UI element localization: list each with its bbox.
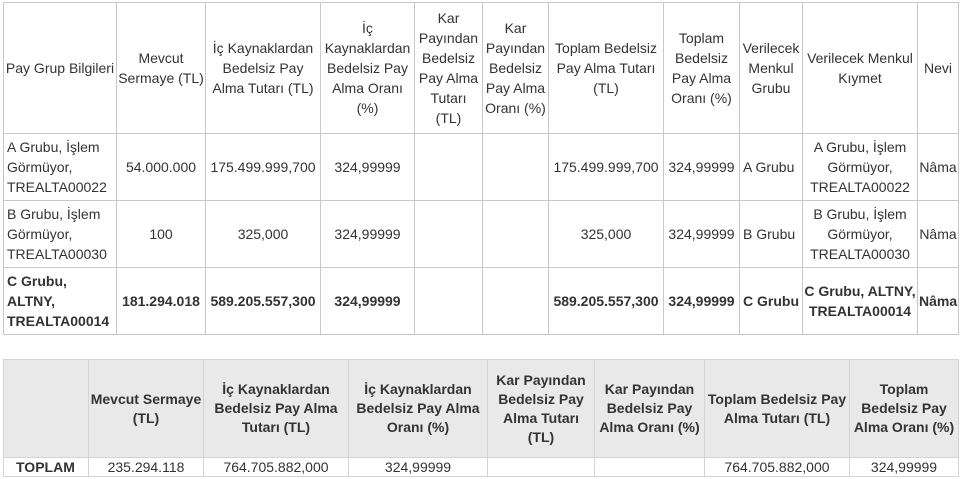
table-row xyxy=(4,134,959,201)
table-cell: 324,99999 xyxy=(850,458,959,477)
table-cell xyxy=(595,458,705,477)
table-cell: 324,99999 xyxy=(664,134,740,201)
table-row xyxy=(4,201,959,268)
table-cell: 589.205.557,300 xyxy=(206,268,321,335)
table-cell xyxy=(415,268,483,335)
table-cell: 175.499.999,700 xyxy=(549,134,664,201)
header-cell: Mevcut Sermaye (TL) xyxy=(117,3,206,134)
table-cell: 325,000 xyxy=(206,201,321,268)
table-cell: 324,99999 xyxy=(349,458,488,477)
table-cell xyxy=(483,268,549,335)
table-cell: A Grubu, İşlem Görmüyor, TREALTA00022 xyxy=(803,134,918,201)
table-cell: 324,99999 xyxy=(664,268,740,335)
header-row xyxy=(4,3,959,134)
header-cell: Pay Grup Bilgileri xyxy=(4,3,117,134)
table-cell xyxy=(488,458,595,477)
table-row xyxy=(4,268,959,335)
table-cell: Nâma xyxy=(918,201,959,268)
header-cell: Toplam Bedelsiz Pay Alma Tutarı (TL) xyxy=(705,360,850,458)
header-cell: İç Kaynaklardan Bedelsiz Pay Alma Oranı (%) xyxy=(321,3,415,134)
total-label: TOPLAM xyxy=(4,458,89,477)
header-cell: Kar Payından Bedelsiz Pay Alma Tutarı (TL) xyxy=(488,360,595,458)
table-cell: 324,99999 xyxy=(664,201,740,268)
table-cell xyxy=(483,134,549,201)
table-cell: 175.499.999,700 xyxy=(206,134,321,201)
table-cell: 589.205.557,300 xyxy=(549,268,664,335)
header-cell: İç Kaynaklardan Bedelsiz Pay Alma Tutarı (TL) xyxy=(204,360,349,458)
header-row xyxy=(4,360,959,458)
total-row xyxy=(4,458,959,477)
table-cell: 54.000.000 xyxy=(117,134,206,201)
table-cell: 324,99999 xyxy=(321,134,415,201)
header-cell: İç Kaynaklardan Bedelsiz Pay Alma Tutarı (TL) xyxy=(206,3,321,134)
table-cell: 764.705.882,000 xyxy=(705,458,850,477)
toplam-table xyxy=(3,359,959,477)
table-cell: 324,99999 xyxy=(321,201,415,268)
table-cell: C Grubu, ALTNY, TREALTA00014 xyxy=(803,268,918,335)
header-cell: Toplam Bedelsiz Pay Alma Oranı (%) xyxy=(664,3,740,134)
pay-grup-table xyxy=(3,2,959,335)
table-cell: 181.294.018 xyxy=(117,268,206,335)
header-cell: Nevi xyxy=(918,3,959,134)
header-cell: İç Kaynaklardan Bedelsiz Pay Alma Oranı (%) xyxy=(349,360,488,458)
table-cell: B Grubu, İşlem Görmüyor, TREALTA00030 xyxy=(4,201,117,268)
table-cell: C Grubu xyxy=(740,268,803,335)
table-cell: 325,000 xyxy=(549,201,664,268)
table-cell: B Grubu, İşlem Görmüyor, TREALTA00030 xyxy=(803,201,918,268)
header-cell: Kar Payından Bedelsiz Pay Alma Tutarı (TL) xyxy=(415,3,483,134)
table-cell: 324,99999 xyxy=(321,268,415,335)
table-cell: A Grubu, İşlem Görmüyor, TREALTA00022 xyxy=(4,134,117,201)
table-cell xyxy=(415,134,483,201)
header-cell xyxy=(4,360,89,458)
header-cell: Toplam Bedelsiz Pay Alma Oranı (%) xyxy=(850,360,959,458)
table-cell: 100 xyxy=(117,201,206,268)
table-cell xyxy=(483,201,549,268)
table-cell xyxy=(415,201,483,268)
table-cell: Nâma xyxy=(918,268,959,335)
table-cell: Nâma xyxy=(918,134,959,201)
table-cell: B Grubu xyxy=(740,201,803,268)
header-cell: Verilecek Menkul Grubu xyxy=(740,3,803,134)
header-cell: Kar Payından Bedelsiz Pay Alma Oranı (%) xyxy=(595,360,705,458)
header-cell: Verilecek Menkul Kıymet xyxy=(803,3,918,134)
header-cell: Toplam Bedelsiz Pay Alma Tutarı (TL) xyxy=(549,3,664,134)
table-cell: 764.705.882,000 xyxy=(204,458,349,477)
table-cell: 235.294.118 xyxy=(89,458,204,477)
table-cell: A Grubu xyxy=(740,134,803,201)
header-cell: Mevcut Sermaye (TL) xyxy=(89,360,204,458)
header-cell: Kar Payından Bedelsiz Pay Alma Oranı (%) xyxy=(483,3,549,134)
table-cell: C Grubu, ALTNY, TREALTA00014 xyxy=(4,268,117,335)
